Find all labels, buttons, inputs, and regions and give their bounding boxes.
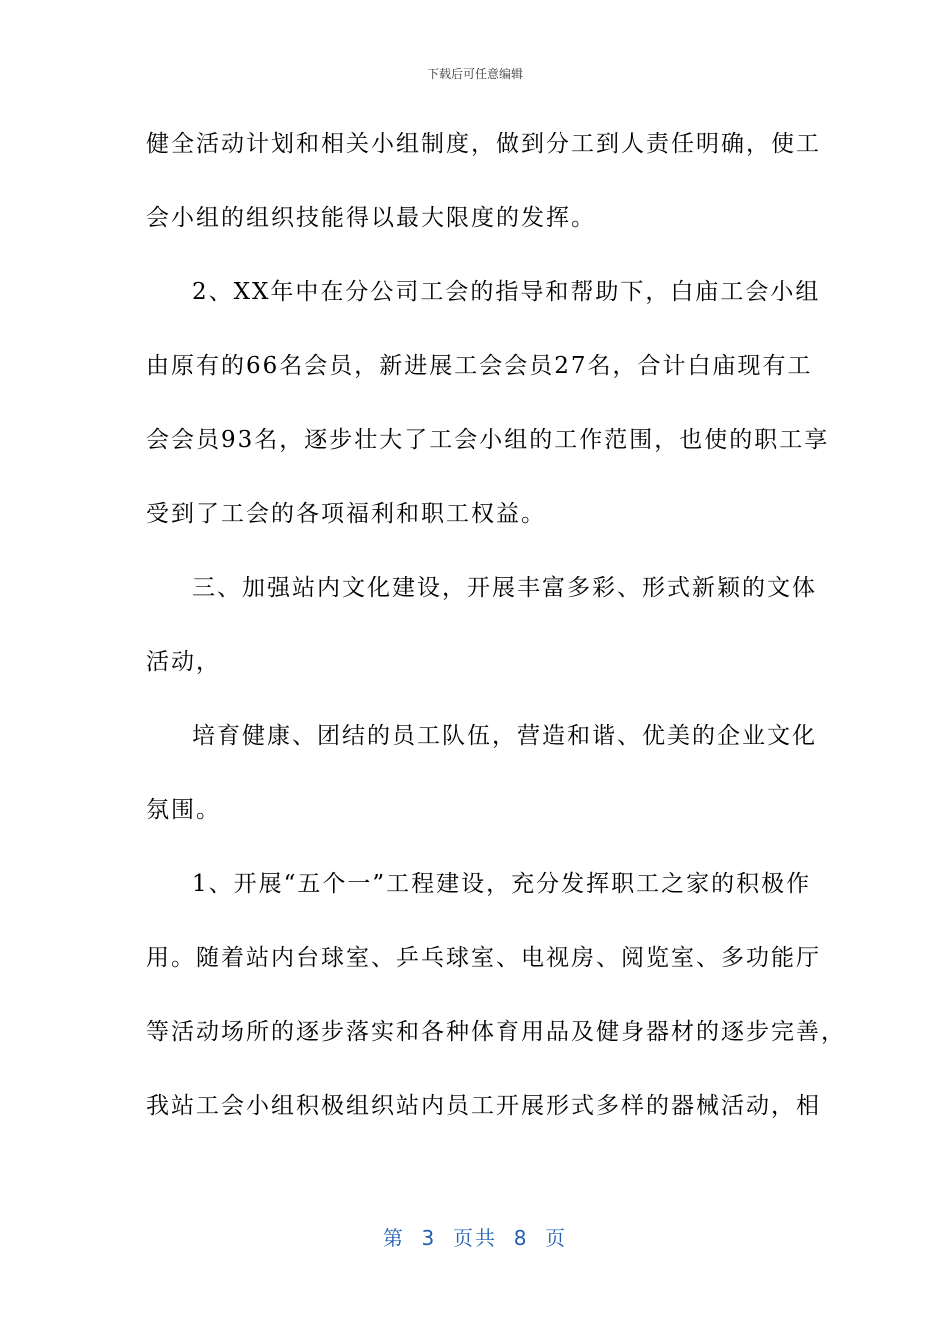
page-number-footer xyxy=(0,1224,950,1252)
text-line: 等活动场所的逐步落实和各种体育用品及健身器材的逐步完善， xyxy=(146,1019,846,1045)
paragraph-start-line: 培育健康、团结的员工队伍，营造和谐、优美的企业文化 xyxy=(192,723,817,749)
page-number-label: 第 3 页共 8 页 xyxy=(382,1226,568,1250)
header-note: 下载后可任意编辑 xyxy=(426,67,523,81)
paragraph-start-line: 2、XX年中在分公司工会的指导和帮助下，白庙工会小组 xyxy=(192,279,821,305)
document-body xyxy=(146,124,846,1160)
text-line: 我站工会小组积极组织站内员工开展形式多样的器械活动，相 xyxy=(146,1093,821,1119)
text-line: 用。随着站内台球室、乒乓球室、电视房、阅览室、多功能厅 xyxy=(146,945,821,971)
text-line: 由原有的66名会员，新进展工会会员27名，合计白庙现有工 xyxy=(146,353,813,379)
section-heading-line: 三、加强站内文化建设，开展丰富多彩、形式新颖的文体 xyxy=(192,575,817,601)
paragraph-start-line: 1、开展“五个一”工程建设，充分发挥职工之家的积极作 xyxy=(192,871,812,897)
text-line: 受到了工会的各项福利和职工权益。 xyxy=(146,501,546,527)
text-line: 氛围。 xyxy=(146,797,221,823)
text-line: 会会员93名，逐步壮大了工会小组的工作范围，也使的职工享 xyxy=(146,427,830,453)
section-heading-line: 活动， xyxy=(146,649,221,675)
text-line: 会小组的组织技能得以最大限度的发挥。 xyxy=(146,205,596,231)
text-line: 健全活动计划和相关小组制度，做到分工到人责任明确，使工 xyxy=(146,131,821,157)
